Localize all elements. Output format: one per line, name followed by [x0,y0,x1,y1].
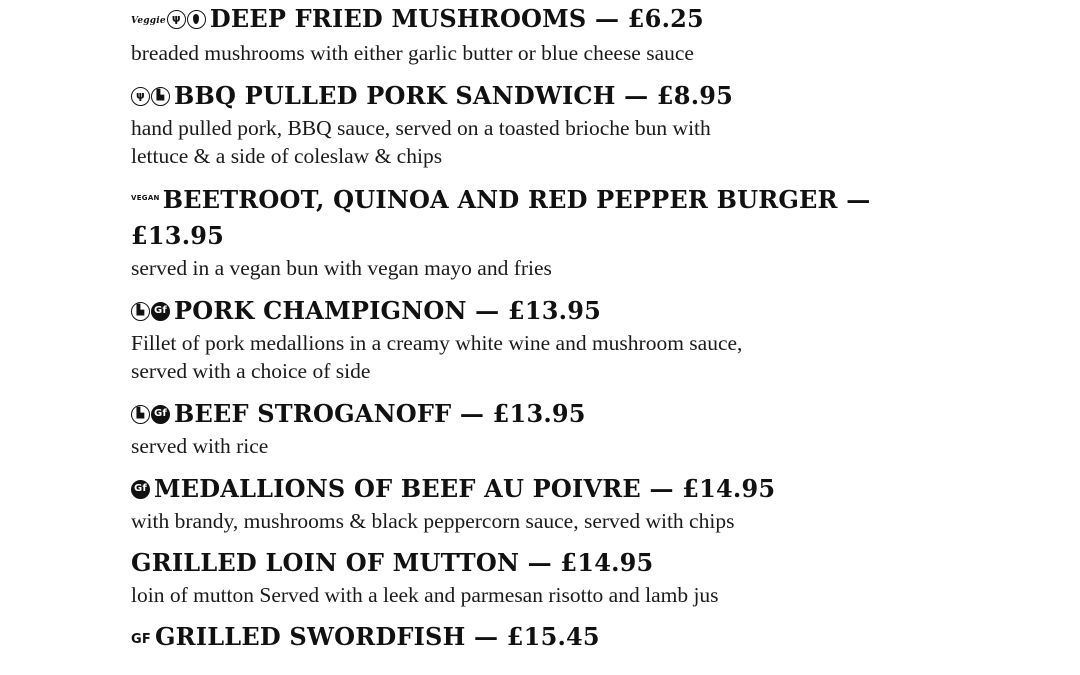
menu-item-description: Fillet of pork medallions in a creamy white wine and mushroom sauce, [131,331,743,355]
gluten-free-icon: Gf [151,405,170,424]
menu-list [131,0,891,658]
dietary-badges [131,395,171,431]
menu-item [131,180,891,282]
title-text: BEETROOT, QUINOA AND RED PEPPER BURGER — [162,185,871,214]
title-text: PORK CHAMPIGNON — £13.95 [174,296,601,325]
menu-item-title [131,619,891,658]
title-text: BBQ PULLED PORK SANDWICH — £8.95 [174,81,734,110]
dietary-badges [131,292,171,328]
menu-item-title [131,180,891,218]
milk-icon [151,87,170,106]
menu-item-title [131,292,891,329]
menu-item-title-price: £13.95 [131,221,225,250]
menu-item-title [131,0,891,39]
menu-item-title [131,470,891,507]
menu-item-description: with brandy, mushrooms & black peppercorn sauce, served with chips [131,509,735,533]
menu-item-description: loin of mutton Served with a leek and parmesan risotto and lamb jus [131,583,719,607]
menu-item [131,545,891,609]
menu-item [131,292,891,385]
title-text: DEEP FRIED MUSHROOMS — £6.25 [209,4,704,33]
gluten-free-icon: Gf [151,302,170,321]
menu-item-title [131,77,891,114]
gluten-free-icon: GF [131,632,151,647]
vegan-icon: VEGAN [131,194,160,202]
menu-item [131,77,891,170]
menu-item-description: hand pulled pork, BBQ sauce, served on a toasted brioche bun with [131,116,711,140]
dietary-badges [131,0,207,39]
milk-icon [131,302,150,321]
egg-drop-icon [187,10,206,29]
dietary-badges [131,470,151,506]
milk-icon [131,405,150,424]
menu-item [131,0,891,67]
dietary-badges [131,77,171,113]
menu-item-title: GRILLED LOIN OF MUTTON — £14.95 [131,548,654,577]
wheat-icon [131,87,150,106]
menu-item-description: served in a vegan bun with vegan mayo and fries [131,256,552,280]
title-text: MEDALLIONS OF BEEF AU POIVRE — £14.95 [154,474,776,503]
menu-item [131,619,891,658]
menu-item-title [131,395,891,432]
menu-item-description: served with rice [131,434,269,458]
title-text: GRILLED SWORDFISH — £15.45 [154,622,600,651]
menu-item-description-cont: served with a choice of side [131,359,371,383]
wheat-icon [167,10,186,29]
title-text: BEEF STROGANOFF — £13.95 [174,399,586,428]
menu-item-description-cont: lettuce & a side of coleslaw & chips [131,144,443,168]
veggie-icon: Veggie [131,16,166,26]
gluten-free-icon: Gf [131,480,150,499]
menu-item [131,470,891,535]
menu-item-description: breaded mushrooms with either garlic butter or blue cheese sauce [131,41,694,65]
menu-item [131,395,891,460]
